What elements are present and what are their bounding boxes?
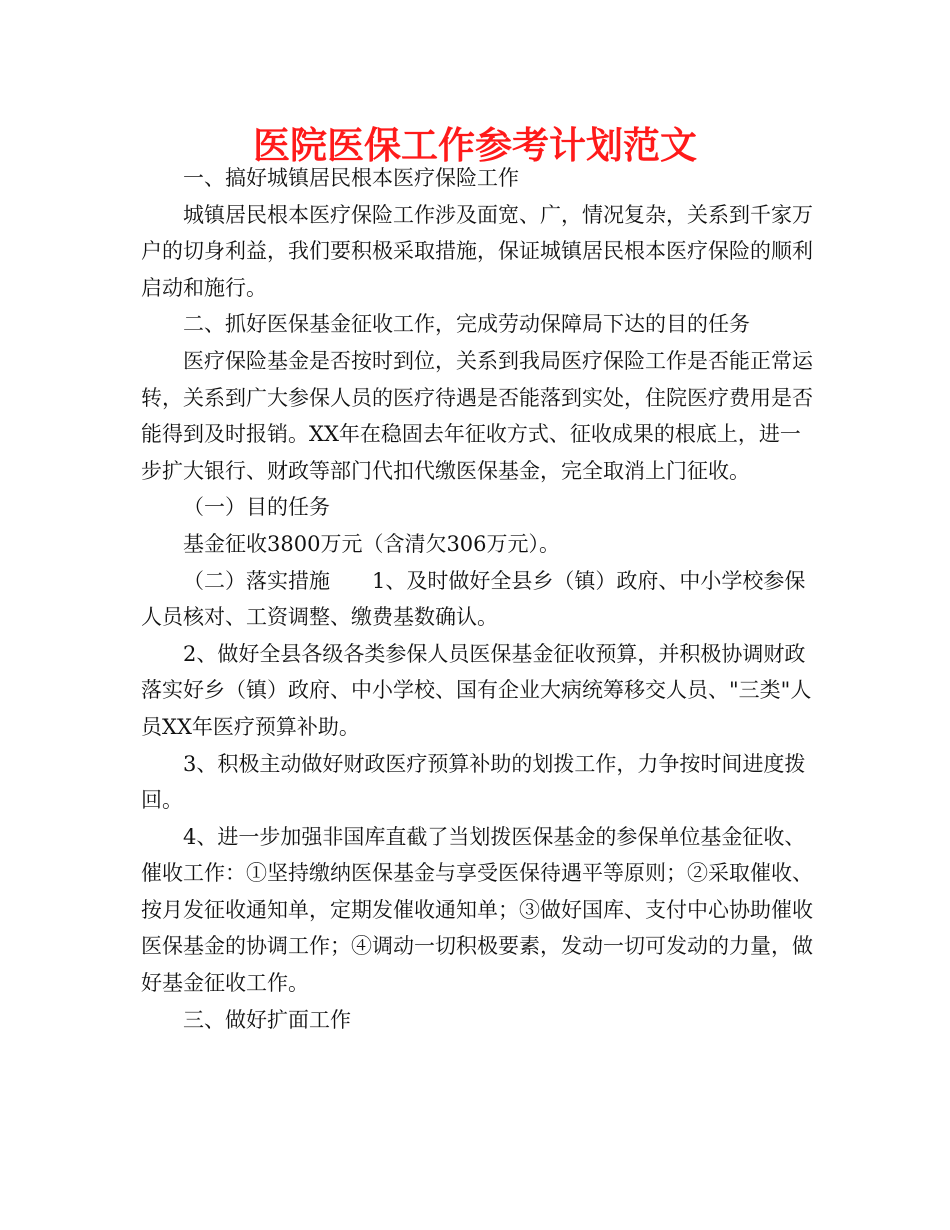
- subsection-heading: （一）目的任务: [183, 495, 330, 520]
- section-heading: 一、搞好城镇居民根本医疗保险工作: [183, 166, 519, 190]
- paragraph: （二）落实措施 1、及时做好全县乡（镇）政府、中小学校参保人员核对、工资调整、缴费基数确认。: [141, 568, 806, 630]
- paragraph: 基金征收3800万元（含清欠306万元）。: [183, 531, 561, 556]
- document-title: 医院医保工作参考计划范文: [253, 124, 697, 167]
- section-heading: 二、抓好医保基金征收工作，完成劳动保障局下达的目的任务: [183, 312, 750, 337]
- paragraph: 2、做好全县各级各类参保人员医保基金征收预算，并积极协调财政落实好乡（镇）政府、中小学校、国有企业大病统筹移交人员、"三类"人员XX年医疗预算补助。: [141, 641, 812, 739]
- section-heading: 三、做好扩面工作: [183, 1007, 351, 1032]
- paragraph: 3、积极主动做好财政医疗预算补助的划拨工作，力争按时间进度拨回。: [141, 751, 806, 813]
- paragraph: 城镇居民根本医疗保险工作涉及面宽、广，情况复杂，关系到千家万户的切身利益，我们要积极采取措施，保证城镇居民根本医疗保险的顺利启动和施行。: [141, 202, 813, 300]
- document-body: [141, 160, 821, 1038]
- paragraph: 4、进一步加强非国库直截了当划拨医保基金的参保单位基金征收、催收工作：①坚持缴纳医保基金与享受医保待遇平等原则；②采取催收、按月发征收通知单，定期发催收通知单；③做好国库、支付中心协助催收医保基金的协调工作；④调动一切积极要素，发动一切可发动的力量，做好基金征收工作。: [141, 824, 813, 996]
- paragraph: 医疗保险基金是否按时到位，关系到我局医疗保险工作是否能正常运转，关系到广大参保人员的医疗待遇是否能落到实处，住院医疗费用是否能得到及时报销。XX年在稳固去年征收方式、征收成果的根底上，进一步扩大银行、财政等部门代扣代缴医保基金，完全取消上门征收。: [141, 348, 813, 483]
